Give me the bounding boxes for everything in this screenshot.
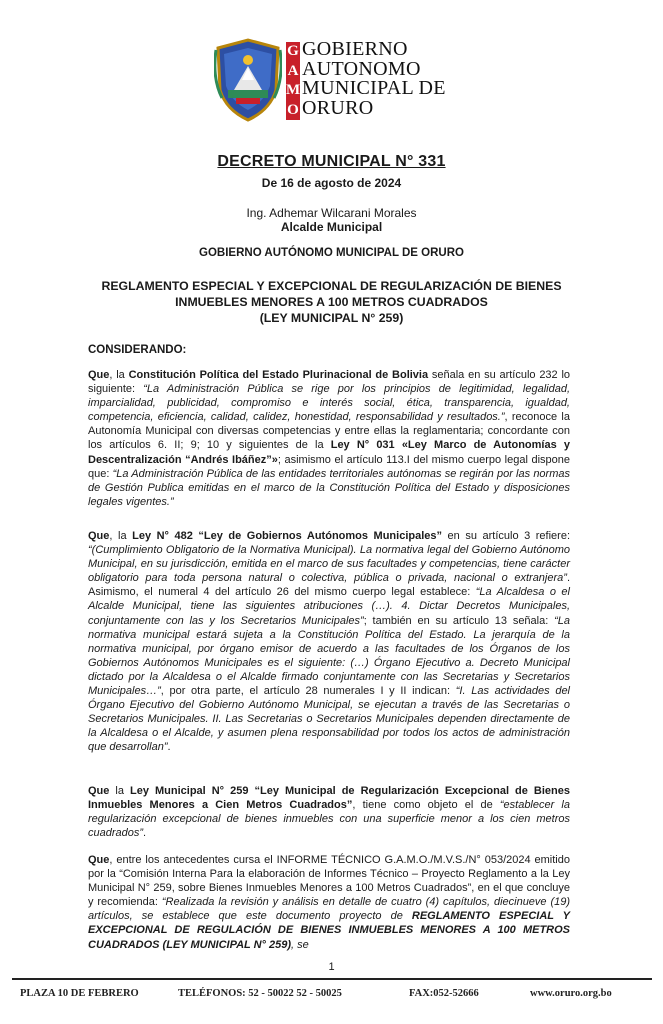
brand-line: MUNICIPAL DE bbox=[302, 77, 446, 99]
text-run: “I. Las actividades del Órgano Ejecutivo del Gobierno Autónomo Municipal, se ejecutan a través de las Secretarias o Secretarios Municipales. II. Las Secretarias o Secretarios Municipales dependen directamente de la Alcaldesa o el Alcalde, y asumen plena responsabilidad por todos los actos de administración que desarrollan” bbox=[88, 685, 571, 754]
regulation-title-line: REGLAMENTO ESPECIAL Y EXCEPCIONAL DE REGULARIZACIÓN DE BIENES bbox=[101, 279, 562, 293]
text-run: Ley Municipal N° 259 “Ley Municipal de Regularización Excepcional de Bienes Inmuebles Menores a Cien Metros Cuadrados” bbox=[88, 785, 570, 812]
text-run: Ley N° 031 «Ley Marco de Autonomías y Descentralización “Andrés Ibáñez”» bbox=[88, 439, 570, 466]
text-run: . Asimismo, el numeral 4 del artículo 26 del mismo cuerpo legal establece: bbox=[88, 572, 570, 599]
text-run: “La Administración Pública de las entidades territoriales autónomas se regirán por las normas de Gestión Publica emitidas en el marco de la Constitución Política del Estado y disposiciones legales vigentes.” bbox=[88, 467, 570, 508]
coat-of-arms-icon bbox=[214, 38, 282, 122]
text-run: Constitución Política del Estado Plurinacional de Bolivia bbox=[128, 369, 429, 381]
decree-date: De 16 de agosto de 2024 bbox=[261, 176, 402, 190]
mayor-name: Ing. Adhemar Wilcarani Morales bbox=[246, 206, 417, 220]
text-run: “La Administración Pública se rige por los principios de legitimidad, legalidad, imparcialidad, publicidad, compromiso e interés social, ética, transparencia, igualdad, competencia, eficiencia, calidad, calidez, honestidad, responsabilidad y resultados.” bbox=[88, 383, 570, 424]
brand-name bbox=[302, 40, 446, 118]
text-run: , reconoce la Autonomía Municipal con diversas competencias y entre ellas la reglamentaria; concordante con los artículos 6. II; 9; 10 y siguientes de la bbox=[88, 411, 570, 452]
gamo-letter: O bbox=[287, 101, 299, 118]
regulation-title-line: (LEY MUNICIPAL N° 259) bbox=[259, 311, 404, 325]
considerando-heading: CONSIDERANDO: bbox=[88, 344, 187, 356]
text-run: ; también en su artículo 13 señala: bbox=[363, 614, 555, 627]
text-run: Que bbox=[88, 785, 110, 797]
text-run: Que bbox=[88, 530, 110, 542]
footer-address: PLAZA 10 DE FEBRERO bbox=[20, 988, 139, 999]
text-run: , por otra parte, el artículo 28 numerales I y II indican: bbox=[160, 685, 456, 698]
text-run: “Realizada la revisión y análisis en detalle de cuatro (4) capítulos, diecinueve (19) artículos, se establece que este documento proyecto de bbox=[88, 896, 571, 923]
gamo-monogram bbox=[286, 42, 300, 120]
footer-website[interactable]: www.oruro.org.bo bbox=[530, 988, 612, 999]
text-run: “La normativa municipal estará sujeta a la Constitución Política del Estado. La jerarquía de la normativa municipal, por órgano emisor de acuerdo a las facultades de los Órganos de los Gobiernos Autónomos Municipales es el siguiente: (…) Órgano Ejecutivo a. Decreto Municipal dictado por la Alcaldesa o el Alcalde firmado conjuntamente con las Secretarias y Secretarios Municipales…” bbox=[88, 614, 570, 698]
text-run: , entre los antecedentes cursa el INFORME TÉCNICO G.A.M.O./M.V.S./N° 053/2024 emitido por la “Comisión Interna Para la elaboración de Informes Técnico – Proyecto Reglamento a la Ley Municipal N° 259, sobre Bienes Inmuebles Menores a 100 Metros Cuadrados”, en el que concluye y recomienda: bbox=[88, 854, 570, 909]
page-number: 1 bbox=[328, 961, 335, 973]
paragraph-ley-259 bbox=[88, 784, 570, 840]
text-run: . bbox=[167, 741, 171, 754]
text-run: , se bbox=[291, 938, 309, 951]
regulation-title bbox=[0, 278, 663, 326]
text-run: señala en su artículo 232 lo siguiente: bbox=[88, 369, 571, 396]
footer-phones: TELÉFONOS: 52 - 50022 52 - 50025 bbox=[178, 988, 342, 999]
text-run: Ley N° 482 “Ley de Gobiernos Autónomos Municipales” bbox=[132, 530, 443, 542]
paragraph-ley-482 bbox=[88, 529, 570, 755]
brand-line: GOBIERNO bbox=[302, 38, 408, 60]
mayor-title: Alcalde Municipal bbox=[280, 220, 383, 234]
text-run: . bbox=[143, 827, 147, 840]
paragraph-constitution bbox=[88, 368, 570, 509]
regulation-title-line: INMUEBLES MENORES A 100 METROS CUADRADOS bbox=[175, 295, 488, 309]
government-name: GOBIERNO AUTÓNOMO MUNICIPAL DE ORURO bbox=[199, 247, 464, 259]
text-run: “establecer la regularización excepcional de bienes inmuebles con una superficie menor a los cien metros cuadrados” bbox=[88, 799, 570, 840]
footer-divider bbox=[12, 978, 652, 980]
text-run: , la bbox=[109, 369, 129, 381]
text-run: en su artículo 3 refiere: bbox=[442, 530, 571, 542]
decree-title: DECRETO MUNICIPAL N° 331 bbox=[217, 153, 446, 170]
letterhead bbox=[214, 36, 464, 126]
text-run: , tiene como objeto el de bbox=[352, 799, 500, 812]
text-run: la bbox=[109, 785, 131, 797]
gamo-letter: G bbox=[287, 43, 299, 59]
text-run: “(Cumplimiento Obligatorio de la Normativa Municipal). La normativa legal del Gobierno Autónomo Municipal, en su jurisdicción, emitida en el marco de sus facultades y competencias, tiene carácter obligatorio para toda persona natural o colectiva, pública o privada, nacional o extranjera” bbox=[88, 544, 570, 585]
text-run: “La Alcaldesa o el Alcalde Municipal, tiene las siguientes atribuciones (…). 4. Dictar Decretos Municipales, conjuntamente con las y los Secretarios Municipales” bbox=[88, 586, 570, 627]
gamo-letter: M bbox=[286, 82, 301, 98]
paragraph-informe-tecnico bbox=[88, 853, 570, 952]
text-run: ; asimismo el artículo 113.I del mismo cuerpo legal dispone que: bbox=[88, 453, 570, 480]
text-run: REGLAMENTO ESPECIAL Y EXCEPCIONAL DE REGULACIÓN DE BIENES INMUEBLES MENORES A 100 METROS CUADRADOS (LEY MUNICIPAL N° 259) bbox=[88, 910, 570, 951]
text-run: Que bbox=[88, 369, 110, 381]
brand-line: AUTONOMO bbox=[302, 57, 421, 80]
brand-line: ORURO bbox=[302, 96, 374, 119]
gamo-letter: A bbox=[287, 62, 299, 79]
text-run: Que bbox=[88, 854, 110, 866]
text-run: , la bbox=[109, 530, 133, 542]
footer-fax: FAX:052-52666 bbox=[409, 988, 479, 999]
